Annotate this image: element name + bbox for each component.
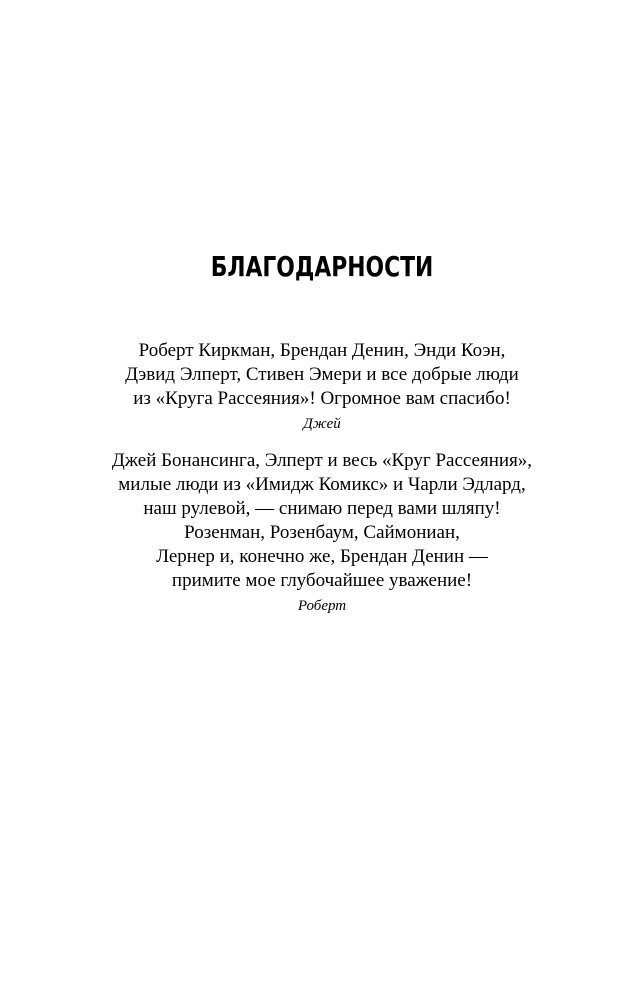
text-line: из «Круга Рассеяния»! Огромное вам спасибо! xyxy=(133,388,511,409)
acknowledgement-robert xyxy=(0,449,644,617)
signature: Джей xyxy=(303,416,341,432)
text-line: примите мое глубочайшее уважение! xyxy=(171,570,473,591)
text-line: Розенман, Розенбаум, Саймониан, xyxy=(184,522,460,543)
text-line: наш рулевой, — снимаю перед вами шляпу! xyxy=(143,498,501,519)
text-line: Джей Бонансинга, Элперт и весь «Круг Рассеяния», xyxy=(111,450,533,471)
page-title: БЛАГОДАРНОСТИ xyxy=(210,250,434,283)
signature: Роберт xyxy=(297,598,347,614)
text-line: Роберт Киркман, Брендан Денин, Энди Коэн, xyxy=(138,340,506,361)
text-line: милые люди из «Имидж Комикс» и Чарли Эдлард, xyxy=(118,474,526,495)
text-line: Дэвид Элперт, Стивен Эмери и все добрые люди xyxy=(125,364,519,385)
acknowledgement-jay xyxy=(0,339,644,435)
text-line: Лернер и, конечно же, Брендан Денин — xyxy=(156,546,488,567)
